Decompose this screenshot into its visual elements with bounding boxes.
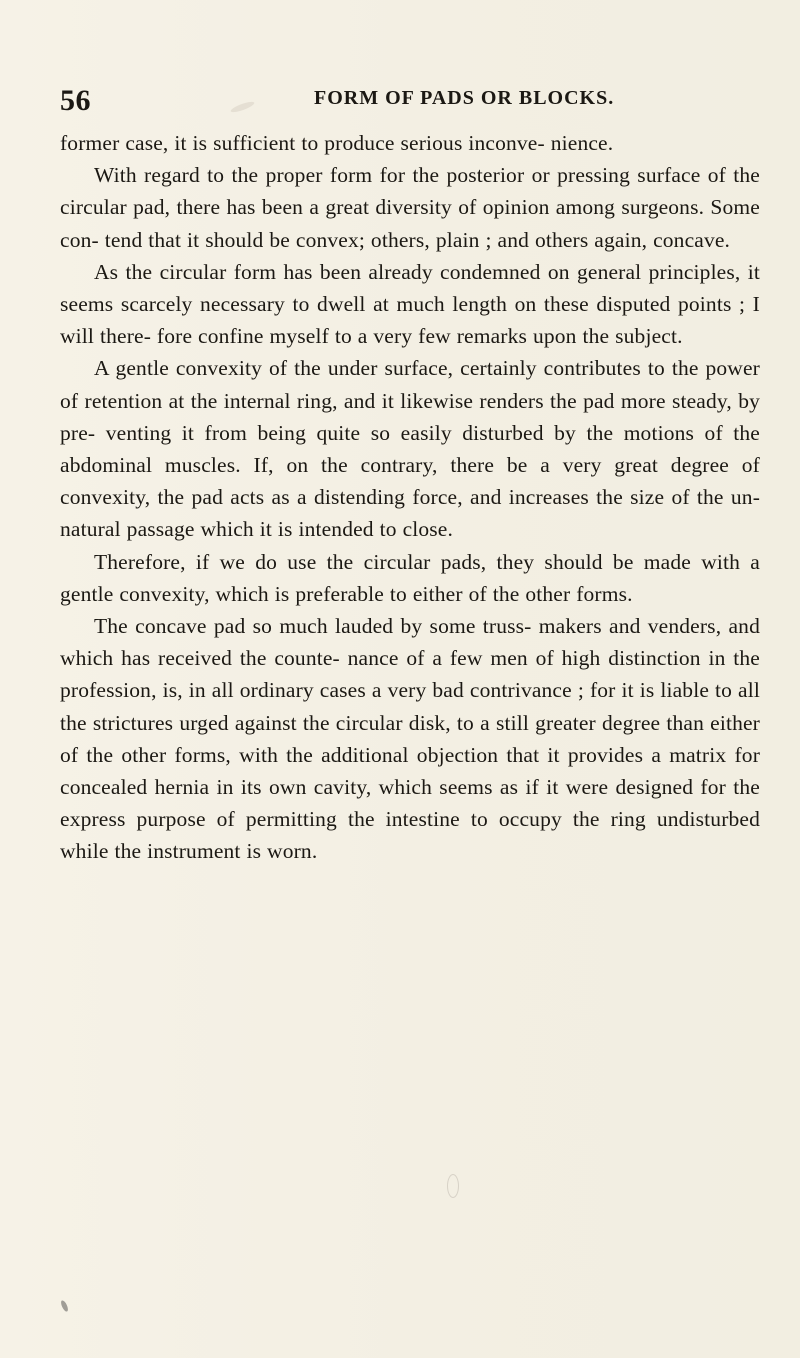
paragraph-1: former case, it is sufficient to produce serious inconve- nience.	[60, 131, 614, 155]
page-number: 56	[60, 84, 91, 117]
paragraph-5: Therefore, if we do use the circular pads, they should be made with a gentle convexity, which is preferable to either of the other forms.	[60, 549, 760, 606]
paragraph-3: As the circular form has been already condemned on general principles, it seems scarcely necessary to dwell at much length on these disputed points ; I will there- fore confine myself to a very few remarks upon the subject.	[60, 259, 760, 349]
paper-mark-corner	[60, 1300, 70, 1313]
paragraph-4: A gentle convexity of the under surface, certainly contributes to the power of retention at the internal ring, and it likewise renders the pad more steady, by pre- venting it from being quite so easily disturbed by the motions of the abdominal muscles. If, on the contrary, there be a very great degree of convexity, the pad acts as a distending force, and increases the size of the un- natural passage which it is intended to close.	[60, 356, 760, 542]
paragraph-6: The concave pad so much lauded by some truss- makers and venders, and which has received the counte- nance of a few men of high distinction in the profession, is, in all ordinary cases a very bad contrivance ; for it is liable to all the strictures urged against the circular disk, to a still greater degree than either of the other forms, with the additional objection that it provides a matrix for concealed hernia in its own cavity, which seems as if it were designed for the express purpose of permitting the intestine to occupy the ring undisturbed while the instrument is worn.	[60, 614, 760, 864]
paper-mark-bottom	[447, 1174, 459, 1198]
running-head	[0, 0, 800, 120]
body-text	[60, 127, 760, 868]
paragraph-2: With regard to the proper form for the posterior or pressing surface of the circular pad, there has been a great diversity of opinion among surgeons. Some con- tend that it should be convex; others, plain ; and others again, concave.	[60, 163, 760, 252]
running-title: FORM OF PADS OR BLOCKS.	[314, 87, 615, 109]
